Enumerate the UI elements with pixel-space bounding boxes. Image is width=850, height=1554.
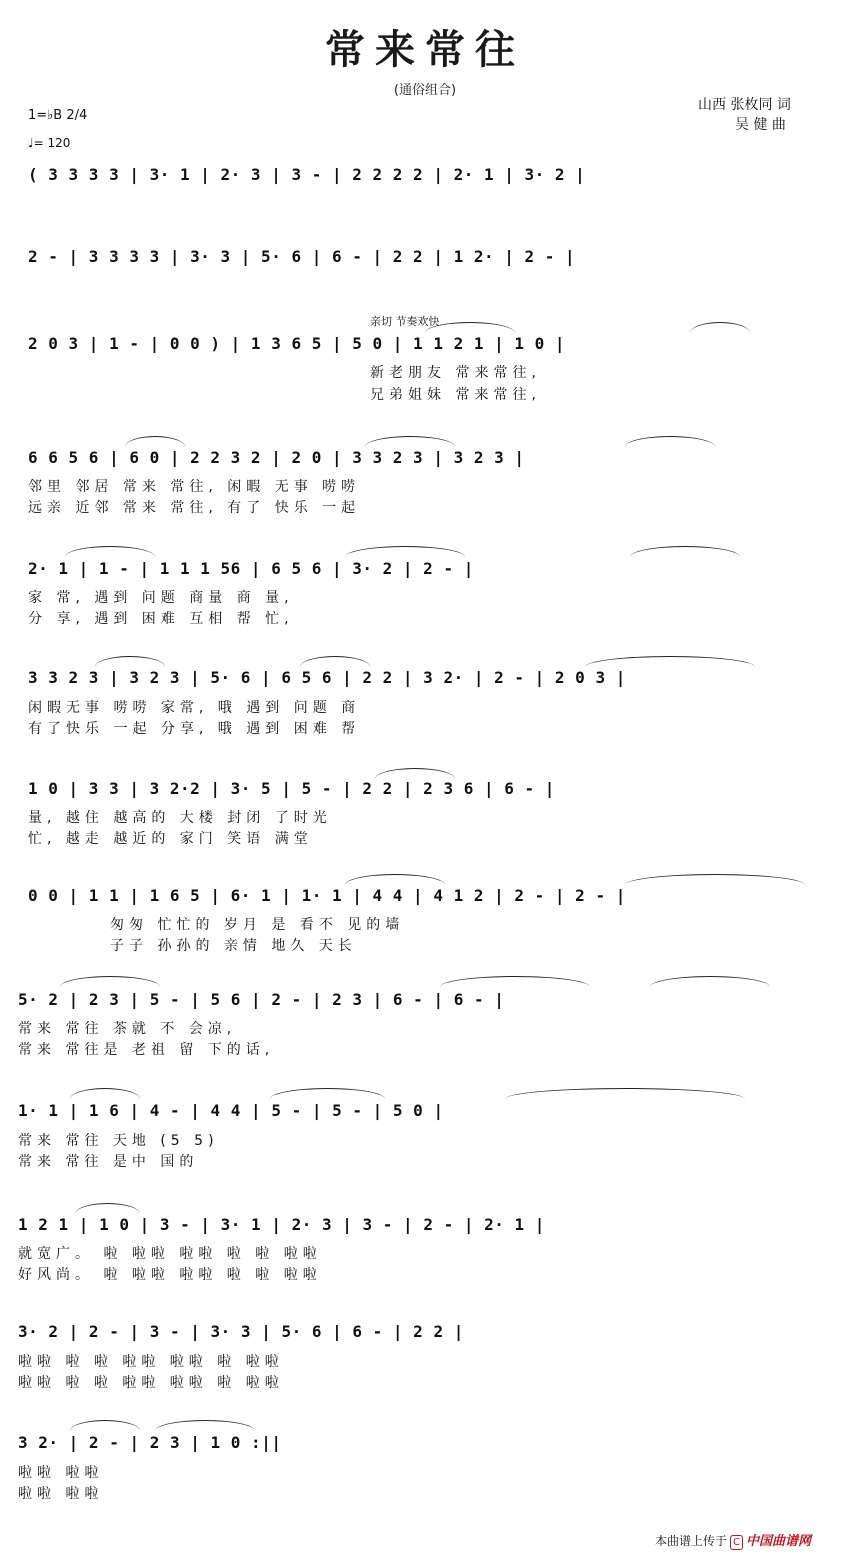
slur: [65, 546, 155, 557]
slur: [125, 436, 185, 447]
slur: [625, 436, 715, 447]
lyric-verse-1-line-5: 家 常, 遇到 问题 商量 商 量,: [28, 590, 294, 606]
slur: [440, 976, 590, 987]
lyric-verse-1-line-12: 啦啦 啦 啦 啦啦 啦啦 啦 啦啦: [18, 1354, 284, 1370]
slur: [690, 322, 750, 333]
slur: [95, 656, 165, 667]
lyric-verse-1-line-13: 啦啦 啦啦: [18, 1465, 104, 1481]
key-signature: 1=♭B 2/4: [28, 108, 88, 123]
lyric-verse-2-line-4: 远亲 近邻 常来 常往, 有了 快乐 一起: [28, 500, 361, 516]
lyric-verse-1-line-7: 量, 越住 越高的 大楼 封闭 了时光: [28, 810, 332, 826]
slur: [505, 1088, 745, 1099]
notation-line-13: 3 2· | 2 - | 2 3 | 1 0 :||: [18, 1433, 282, 1452]
slur: [345, 546, 465, 557]
composer-credit: 吴 健 曲: [735, 117, 786, 133]
lyric-verse-2-line-8: 子子 孙孙的 亲情 地久 天长: [110, 938, 357, 954]
lyric-verse-1-line-9: 常来 常往 茶就 不 会凉,: [18, 1021, 237, 1037]
slur: [650, 976, 770, 987]
lyric-verse-1-line-11: 就宽广。 啦 啦啦 啦啦 啦 啦 啦啦: [18, 1246, 322, 1262]
slur: [630, 546, 740, 557]
notation-line-5: 2· 1 | 1 - | 1 1 1 56 | 6 5 6 | 3· 2 | 2 - |: [28, 559, 474, 578]
notation-line-4: 6 6 5 6 | 6 0 | 2 2 3 2 | 2 0 | 3 3 2 3 | 3 2 3 |: [28, 448, 525, 467]
lyric-verse-2-line-9: 常来 常往是 老祖 留 下的话,: [18, 1042, 275, 1058]
lyric-verse-1-line-4: 邻里 邻居 常来 常往, 闲暇 无事 唠唠: [28, 479, 361, 495]
notation-line-12: 3· 2 | 2 - | 3 - | 3· 3 | 5· 6 | 6 - | 2 2 |: [18, 1322, 464, 1341]
lyric-verse-2-line-7: 忙, 越走 越近的 家门 笑语 满堂: [28, 831, 313, 847]
slur: [155, 1420, 255, 1431]
lyric-verse-1-line-8: 匆匆 忙忙的 岁月 是 看不 见的墙: [110, 917, 405, 933]
upload-footer: [655, 1530, 811, 1550]
slur: [70, 1088, 140, 1099]
lyric-verse-2-line-6: 有了快乐 一起 分享, 哦 遇到 困难 帮: [28, 721, 361, 737]
site-logo-icon: C: [730, 1535, 743, 1550]
expression-marking: 亲切 节奏欢快: [370, 315, 440, 328]
slur: [60, 976, 160, 987]
slur: [375, 768, 455, 779]
performer-note: (通俗组合): [393, 83, 457, 98]
slur: [270, 1088, 385, 1099]
lyric-verse-2-line-13: 啦啦 啦啦: [18, 1486, 104, 1502]
lyric-verse-1-line-6: 闲暇无事 唠唠 家常, 哦 遇到 问题 商: [28, 700, 361, 716]
lyric-verse-2-line-5: 分 享, 遇到 困难 互相 帮 忙,: [28, 611, 294, 627]
slur: [70, 1420, 140, 1431]
lyric-verse-2-line-3: 兄弟姐妹 常来常往,: [370, 387, 541, 403]
slur: [585, 656, 755, 667]
tempo-marking: ♩= 120: [28, 136, 71, 150]
notation-line-2: 2 - | 3 3 3 3 | 3· 3 | 5· 6 | 6 - | 2 2 | 1 2· | 2 - |: [28, 247, 576, 266]
notation-line-1: ( 3 3 3 3 | 3· 1 | 2· 3 | 3 - | 2 2 2 2 | 2· 1 | 3· 2 |: [28, 165, 586, 184]
lyricist-credit: 山西 张枚同 词: [698, 97, 791, 113]
lyric-verse-1-line-10: 常来 常往 天地 (5 5): [18, 1133, 219, 1149]
notation-line-10: 1· 1 | 1 6 | 4 - | 4 4 | 5 - | 5 - | 5 0 |: [18, 1101, 444, 1120]
site-brand: 中国曲谱网: [746, 1534, 812, 1549]
notation-line-11: 1 2 1 | 1 0 | 3 - | 3· 1 | 2· 3 | 3 - | 2 - | 2· 1 |: [18, 1215, 545, 1234]
song-title: 常来常往: [325, 26, 525, 73]
lyric-verse-1-line-3: 新老朋友 常来常往,: [370, 365, 541, 381]
notation-line-8: 0 0 | 1 1 | 1 6 5 | 6· 1 | 1· 1 | 4 4 | 4 1 2 | 2 - | 2 - |: [28, 886, 626, 905]
slur: [345, 874, 445, 885]
notation-line-9: 5· 2 | 2 3 | 5 - | 5 6 | 2 - | 2 3 | 6 - | 6 - |: [18, 990, 505, 1009]
slur: [300, 656, 370, 667]
notation-line-6: 3 3 2 3 | 3 2 3 | 5· 6 | 6 5 6 | 2 2 | 3 2· | 2 - | 2 0 3 |: [28, 668, 626, 687]
slur: [625, 874, 805, 885]
lyric-verse-2-line-10: 常来 常往 是中 国的: [18, 1154, 199, 1170]
slur: [75, 1203, 140, 1214]
lyric-verse-2-line-12: 啦啦 啦 啦 啦啦 啦啦 啦 啦啦: [18, 1375, 284, 1391]
notation-line-7: 1 0 | 3 3 | 3 2·2 | 3· 5 | 5 - | 2 2 | 2 3 6 | 6 - |: [28, 779, 555, 798]
footer-text: 本曲谱上传于: [655, 1534, 728, 1548]
slur: [365, 436, 455, 447]
lyric-verse-2-line-11: 好风尚。 啦 啦啦 啦啦 啦 啦 啦啦: [18, 1267, 322, 1283]
notation-line-3: 2 0 3 | 1 - | 0 0 ) | 1 3 6 5 | 5 0 | 1 1 2 1 | 1 0 |: [28, 334, 566, 353]
